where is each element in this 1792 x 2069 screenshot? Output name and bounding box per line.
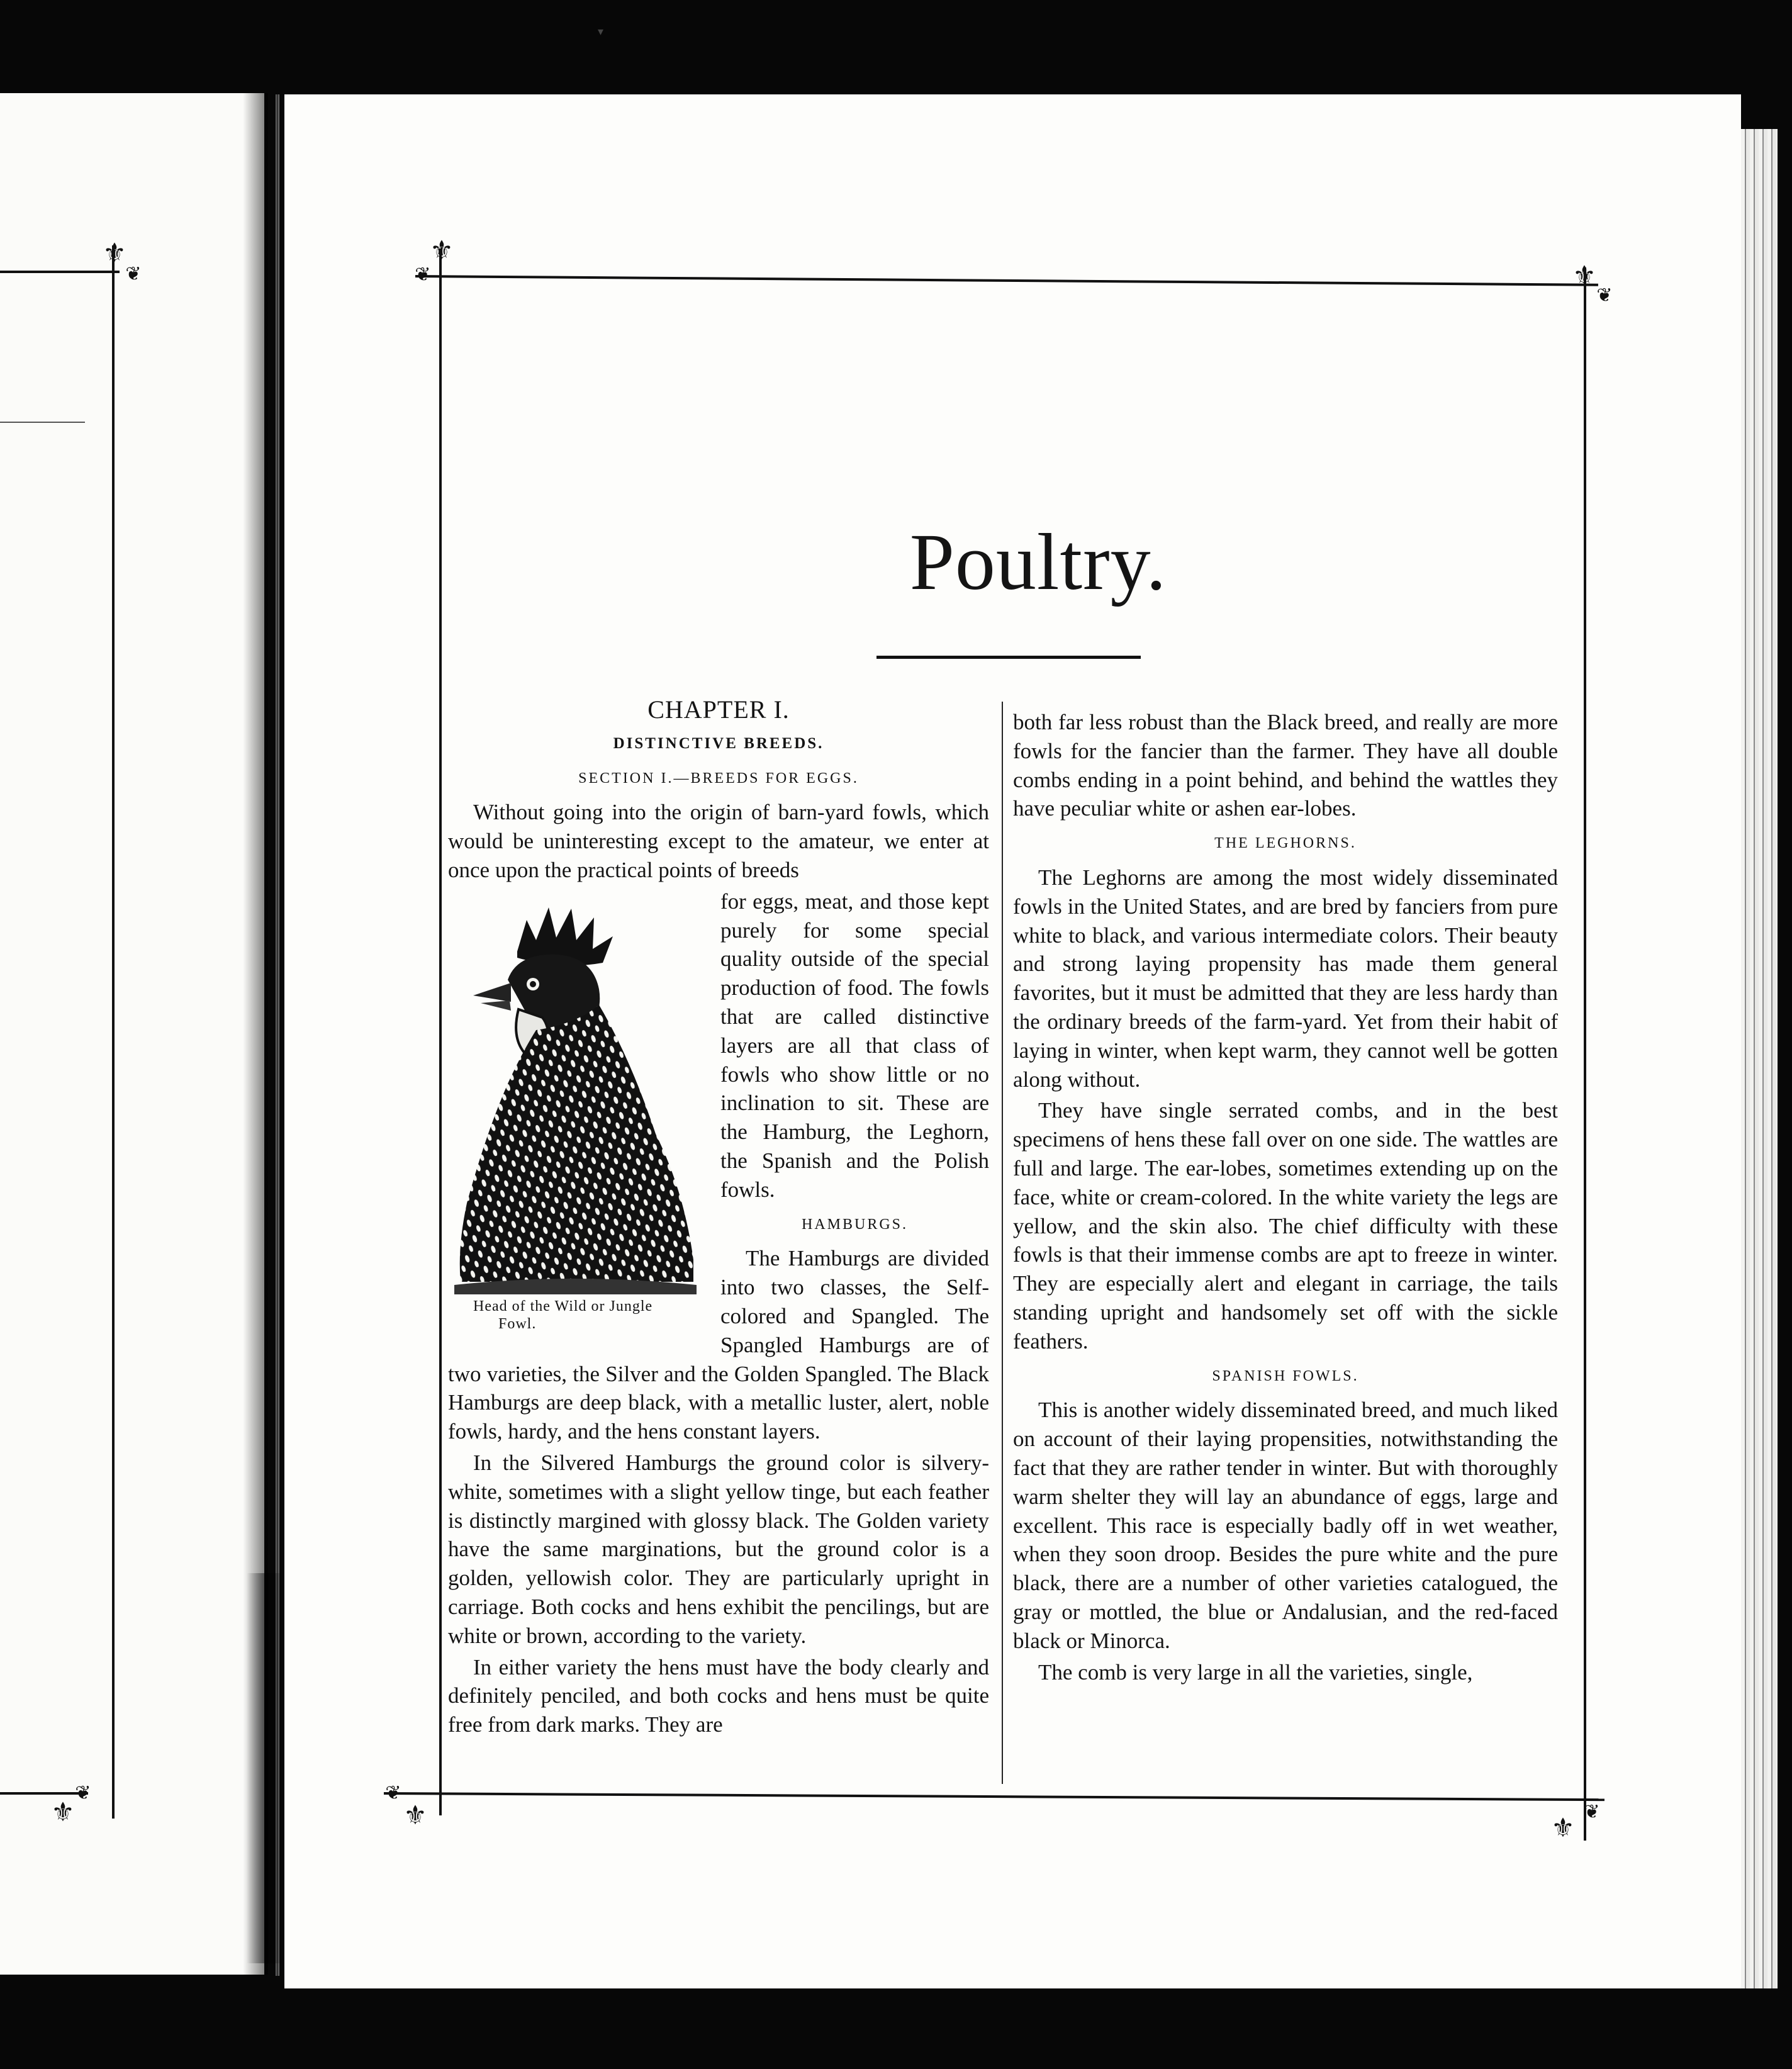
corner-ornament-icon: ❦ — [1584, 1801, 1600, 1823]
spanish-paragraph-1: This is another widely disseminated breed, and much liked on account of their laying propensities, notwithstanding the fact that they are rather tender in winter. But with thoroughly warm shelter they will lay an abundance of eggs, large and excellent. This race is especially badly off in wet weather, when they soon droop. Besides the pure white and the pure black, there are a number of other varieties catalogued, the gray or mottled, the blue or Andalusian, and the red-faced black or Minorca. — [1013, 1398, 1558, 1653]
column-divider — [1002, 702, 1003, 1784]
figure — [448, 887, 703, 1335]
left-border-right — [112, 245, 115, 1819]
chapter-heading: CHAPTER I. — [647, 695, 790, 724]
hamburgs-paragraph-3: In either variety the hens must have the body clearly and definitely penciled, and both cocks and hens must be quite free from dark marks. They are — [448, 1654, 989, 1737]
corner-ornament-icon: ⚜ — [403, 1800, 427, 1831]
hamburgs-paragraph-1: The Hamburgs are divided into two classes, the Self-colored and Spangled. The Spangled Hamburgs are of two varieties, the Silver and the Golden Spangled. The Black Hamburgs are deep black, with a metallic luster, alert, noble fowls, hardy, and the hens constant layers. — [448, 1246, 989, 1444]
title-rule — [876, 656, 1141, 659]
section-heading: SECTION I.—BREEDS FOR EGGS. — [578, 770, 859, 787]
chapter-subtitle: DISTINCTIVE BREEDS. — [613, 734, 824, 752]
corner-ornament-icon: ⚜ — [103, 237, 126, 268]
corner-ornament-icon: ⚜ — [1551, 1812, 1575, 1843]
leghorns-paragraph-1: The Leghorns are among the most widely disseminated fowls in the United States, and are bred by fanciers from pure white to black, and various intermediate colors. Their beauty and strong laying propensity has made them general favorites, but it must be admitted that they are less hardy than the ordinary breeds of the farm-yard. Yet from their habit of laying in winter, when kept warm, they cannot well be gotten along without. — [1013, 865, 1558, 1092]
spanish-paragraph-2: The comb is very large in all the varieties, single, — [1038, 1659, 1473, 1685]
left-page — [0, 93, 264, 1975]
figure-caption — [448, 1298, 703, 1333]
right-border-right — [1584, 267, 1586, 1841]
right-column — [1013, 708, 1558, 1689]
spanish-heading: SPANISH FOWLS. — [1212, 1367, 1359, 1384]
left-border-top — [0, 271, 120, 273]
corner-ornament-icon: ❦ — [125, 263, 142, 285]
hamburgs-heading: HAMBURGS. — [801, 1216, 909, 1233]
corner-ornament-icon: ❦ — [75, 1782, 91, 1804]
intro-paragraph-wrap: for eggs, meat, and those kept purely for some special quality outside of the special production of food. The fowls that are called distinctive layers are all that class of fowls who show little or no inclination to sit. These are the Hamburg, the Leghorn, the Spanish and the Polish fowls. — [720, 889, 989, 1202]
figure-caption-line-1: Head of the Wild or Jungle — [473, 1298, 653, 1315]
dust-speck: ▾ — [598, 25, 604, 38]
page-edges — [1741, 129, 1778, 1988]
corner-ornament-icon: ❦ — [415, 264, 431, 286]
corner-ornament-icon: ❦ — [385, 1782, 401, 1804]
rooster-head-icon — [448, 895, 700, 1298]
left-column — [448, 695, 989, 1742]
leghorns-paragraph-2: They have single serrated combs, and in the best specimens of hens these fall over on one side. The wattles are full and large. The ear-lobes, sometimes extending up on the face, white or cream-colored. In the white variety the legs are yellow, and the skin also. The chief difficulty with these fowls is that their immense combs are apt to freeze in winter. They are especially alert and elegant in carriage, the tails standing upright and handsomely set off with the sickle feathers. — [1013, 1098, 1558, 1354]
left-page-rule — [0, 422, 85, 423]
continuation-paragraph: both far less robust than the Black breed, and really are more fowls for the fancier than the farmer. They have all double combs ending in a point behind, and behind the wattles they have peculiar white or ashen ear-lobes. — [1013, 710, 1558, 821]
right-border-left — [439, 249, 442, 1815]
page-title: Poultry. — [909, 517, 1167, 607]
gutter-shadow — [247, 1573, 284, 1963]
intro-paragraph-lead: Without going into the origin of barn-yard fowls, which would be uninteresting except to the amateur, we enter at once upon the practical points of breeds — [448, 800, 989, 882]
corner-ornament-icon: ❦ — [1596, 284, 1613, 306]
hamburgs-paragraph-2: In the Silvered Hamburgs the ground color is silvery-white, sometimes with a slight yellow tinge, but each feather is distinctly margined with glossy black. The Golden variety have the same marginations, but the ground color is a golden, yellowish color. They are particularly upright in carriage. Both cocks and hens exhibit the pencilings, but are white or brown, according to the variety. — [448, 1450, 989, 1648]
corner-ornament-icon: ⚜ — [1572, 260, 1596, 291]
leghorns-heading: THE LEGHORNS. — [1214, 835, 1357, 852]
corner-ornament-icon: ⚜ — [51, 1797, 75, 1827]
corner-ornament-icon: ⚜ — [430, 235, 454, 266]
figure-caption-line-2: Fowl. — [498, 1315, 537, 1332]
